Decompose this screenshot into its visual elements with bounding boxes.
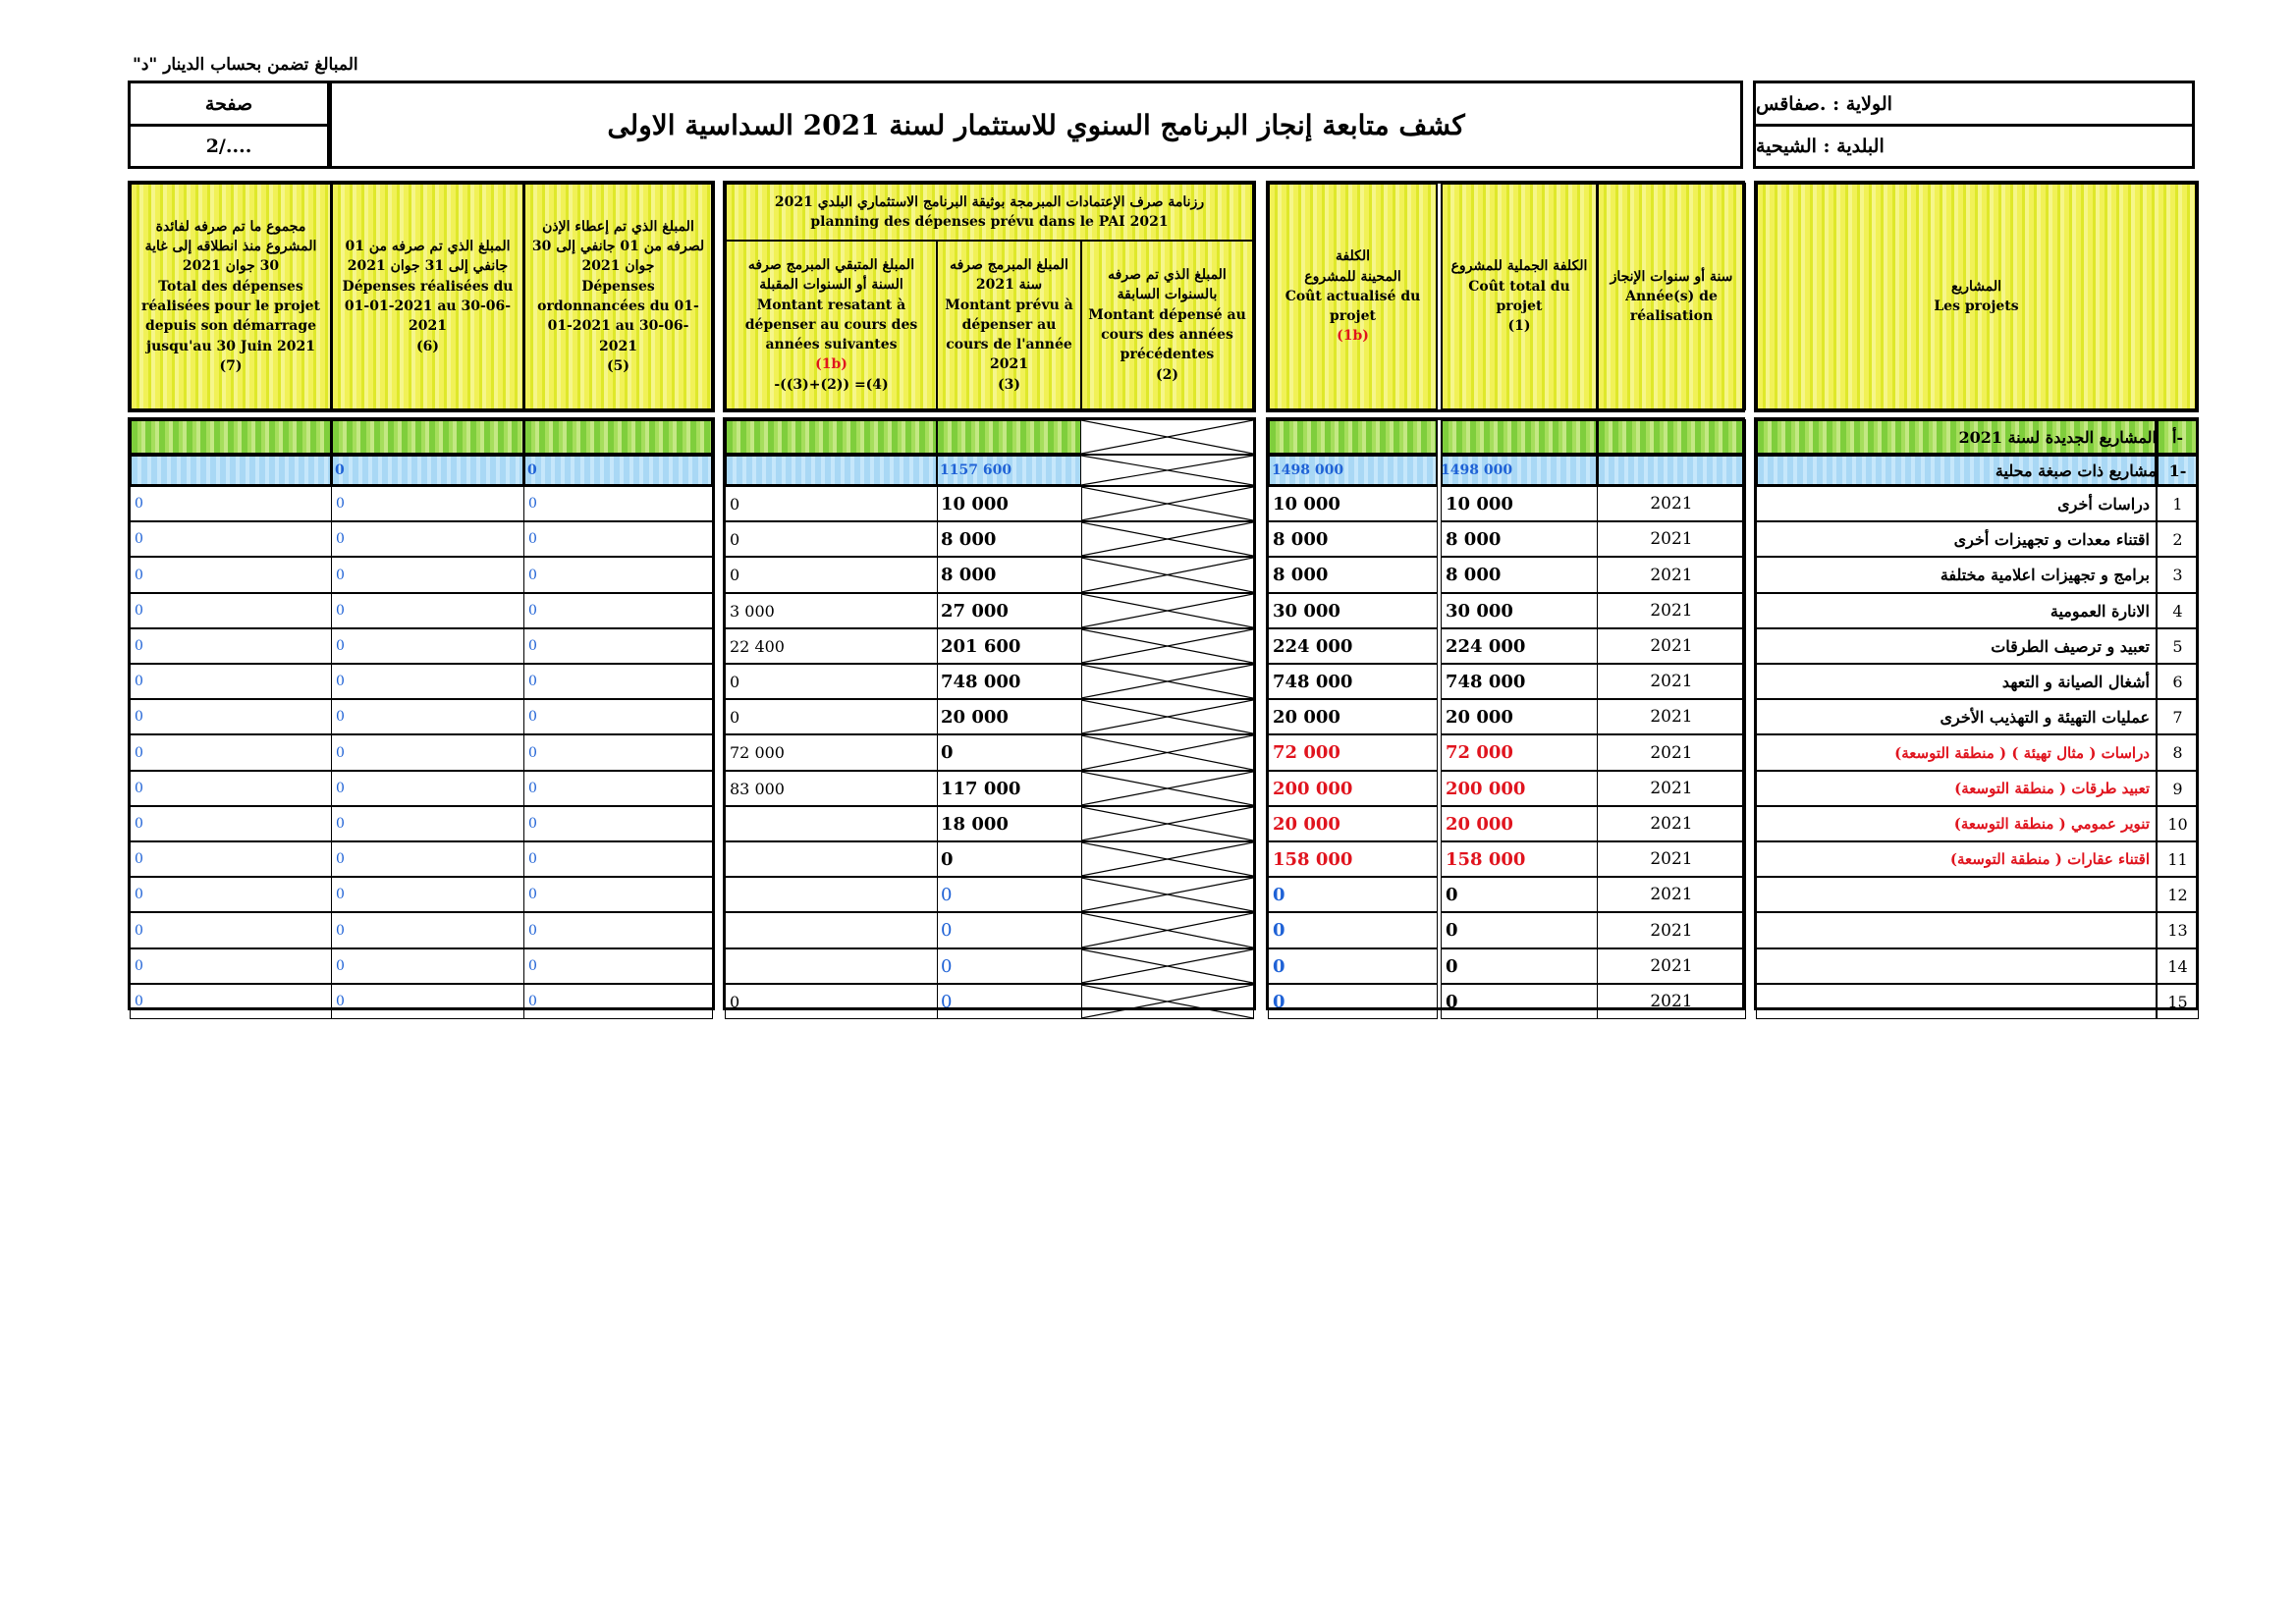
header-group-left <box>128 181 715 412</box>
row-index: 7 <box>2157 699 2199 734</box>
body-group-costs <box>1266 417 1745 1010</box>
header-updated-cost-ar2: المحينة للمشروع <box>1304 268 1401 285</box>
header-updated-cost-num: (1b) <box>1337 328 1369 345</box>
row-col3: 10 000 <box>936 486 1082 521</box>
header-group-right <box>1754 181 2199 412</box>
header-col3-fr: Montant prévu à dépenser au cours de l'année 2021 <box>945 297 1073 373</box>
body-group-planning <box>723 417 1256 1010</box>
row-year: 2021 <box>1597 521 1746 557</box>
row-col6: 0 <box>331 841 524 877</box>
row-col3: 201 600 <box>936 628 1082 664</box>
row-year: 2021 <box>1597 486 1746 521</box>
row-total-cost: 0 <box>1441 984 1598 1019</box>
row-col3: 27 000 <box>936 593 1082 628</box>
header-total-cost-ar: الكلفة الجملية للمشروع <box>1450 258 1588 275</box>
subsection-col6: 0 <box>335 462 345 478</box>
row-col3: 8 000 <box>936 557 1082 593</box>
row-year: 2021 <box>1597 699 1746 734</box>
row-updated-cost: 748 000 <box>1268 664 1438 699</box>
row-year: 2021 <box>1597 557 1746 593</box>
row-label: أشغال الصيانة و التعهد <box>1756 664 2157 699</box>
row-col6: 0 <box>331 593 524 628</box>
row-index: 14 <box>2157 948 2199 984</box>
row-year: 2021 <box>1597 734 1746 771</box>
row-index: 8 <box>2157 734 2199 771</box>
row-total-cost: 0 <box>1441 877 1598 912</box>
row-year: 2021 <box>1597 628 1746 664</box>
row-updated-cost: 0 <box>1268 984 1438 1019</box>
row-updated-cost: 20 000 <box>1268 699 1438 734</box>
row-col7: 0 <box>130 557 332 593</box>
row-col3: 0 <box>936 734 1082 771</box>
row-year: 2021 <box>1597 771 1746 806</box>
row-year: 2021 <box>1597 841 1746 877</box>
row-total-cost: 8 000 <box>1441 521 1598 557</box>
row-updated-cost: 200 000 <box>1268 771 1438 806</box>
header-total-cost-fr: Coût total du projet <box>1468 278 1570 314</box>
row-col7: 0 <box>130 664 332 699</box>
row-col7: 0 <box>130 912 332 948</box>
row-updated-cost: 8 000 <box>1268 521 1438 557</box>
row-index: 13 <box>2157 912 2199 948</box>
row-col3: 0 <box>936 841 1082 877</box>
row-col4: 3 000 <box>725 593 938 628</box>
row-col6: 0 <box>331 771 524 806</box>
row-col5: 0 <box>523 734 713 771</box>
header-col3-ar: المبلغ المبرمج صرفه سنة 2021 <box>950 256 1068 294</box>
row-col6: 0 <box>331 734 524 771</box>
subsection-total-cost: 1498 000 <box>1441 462 1513 478</box>
row-col3: 0 <box>936 912 1082 948</box>
row-total-cost: 158 000 <box>1441 841 1598 877</box>
header-year-ar: سنة أو سنوات الإنجاز <box>1610 268 1733 285</box>
row-col3: 0 <box>936 984 1082 1019</box>
row-col5: 0 <box>523 948 713 984</box>
row-label: دراسات ( مثال تهيئة ) ( منطقة التوسعة) <box>1756 734 2157 771</box>
subsection-col3: 1157 600 <box>940 462 1012 478</box>
header-col6-ar: المبلغ الذي تم صرفه من 01 جانفي إلى 31 جوان 2021 <box>345 239 511 275</box>
row-col4: 0 <box>725 557 938 593</box>
header-col4-formula-red: (1b) <box>815 356 847 373</box>
row-col6: 0 <box>331 912 524 948</box>
header-col5-num: (5) <box>607 357 629 374</box>
subsection-updated-cost: 1498 000 <box>1272 462 1344 478</box>
row-col5: 0 <box>523 771 713 806</box>
row-col6: 0 <box>331 486 524 521</box>
row-col5: 0 <box>523 557 713 593</box>
title-box <box>329 81 1743 169</box>
row-col7: 0 <box>130 806 332 841</box>
header-col7-fr: Total des dépenses réalisées pour le projet depuis son démarrage jusqu'au 30 Juin 2021 <box>140 278 321 354</box>
row-year: 2021 <box>1597 806 1746 841</box>
row-label: عمليات التهيئة و التهذيب الأخرى <box>1756 699 2157 734</box>
row-col6: 0 <box>331 521 524 557</box>
row-total-cost: 200 000 <box>1441 771 1598 806</box>
row-updated-cost: 10 000 <box>1268 486 1438 521</box>
row-col4: 0 <box>725 486 938 521</box>
row-updated-cost: 0 <box>1268 877 1438 912</box>
row-col5: 0 <box>523 486 713 521</box>
header-col5-fr: Dépenses ordonnancées du 01-01-2021 au 30-06-2021 <box>537 278 699 354</box>
row-col6: 0 <box>331 557 524 593</box>
row-index: 6 <box>2157 664 2199 699</box>
row-col3: 748 000 <box>936 664 1082 699</box>
row-index: 9 <box>2157 771 2199 806</box>
section-index: أ- <box>2171 427 2184 447</box>
row-updated-cost: 0 <box>1268 948 1438 984</box>
row-updated-cost: 20 000 <box>1268 806 1438 841</box>
row-col7: 0 <box>130 734 332 771</box>
row-col4: 0 <box>725 699 938 734</box>
row-col5: 0 <box>523 806 713 841</box>
row-index: 15 <box>2157 984 2199 1019</box>
row-col7: 0 <box>130 841 332 877</box>
header-planning-ar: رزنامة صرف الإعتمادات المبرمجة بوثيقة البرنامج الاستثماري البلدي 2021 <box>774 193 1205 210</box>
row-col6: 0 <box>331 699 524 734</box>
row-col6: 0 <box>331 628 524 664</box>
row-col3: 18 000 <box>936 806 1082 841</box>
row-year: 2021 <box>1597 593 1746 628</box>
header-group-planning <box>723 181 1256 412</box>
row-label: اقتناء عقارات ( منطقة التوسعة) <box>1756 841 2157 877</box>
row-updated-cost: 72 000 <box>1268 734 1438 771</box>
header-col6-fr: Dépenses réalisées du 01-01-2021 au 30-06-2021 <box>342 278 514 335</box>
wilaya-label: الولاية : .صفاقس <box>1756 83 2192 127</box>
row-index: 11 <box>2157 841 2199 877</box>
row-year: 2021 <box>1597 664 1746 699</box>
currency-note: المبالغ تضمن بحساب الدينار "د" <box>133 55 358 75</box>
row-col5: 0 <box>523 984 713 1019</box>
row-index: 2 <box>2157 521 2199 557</box>
header-planning-fr: planning des dépenses prévu dans le PAI 2021 <box>810 214 1169 230</box>
header-year-fr: Année(s) de réalisation <box>1625 288 1718 325</box>
row-year: 2021 <box>1597 877 1746 912</box>
header-col5-ar: المبلغ الذي تم إعطاء الإذن لصرفه من 01 جانفي إلى 30 جوان 2021 <box>531 218 705 275</box>
body-group-left <box>128 417 715 1010</box>
header-group-costs <box>1266 181 1745 412</box>
row-col7: 0 <box>130 948 332 984</box>
row-total-cost: 30 000 <box>1441 593 1598 628</box>
header-projects-ar: المشاريع <box>1950 278 2002 295</box>
row-total-cost: 224 000 <box>1441 628 1598 664</box>
row-label: تنوير عمومي ( منطقة التوسعة) <box>1756 806 2157 841</box>
row-updated-cost: 0 <box>1268 912 1438 948</box>
header-projects-fr: Les projets <box>1934 298 2019 314</box>
row-total-cost: 72 000 <box>1441 734 1598 771</box>
row-updated-cost: 8 000 <box>1268 557 1438 593</box>
row-col6: 0 <box>331 984 524 1019</box>
subsection-col5: 0 <box>527 462 537 478</box>
row-index: 12 <box>2157 877 2199 912</box>
header-updated-cost-fr: Coût actualisé du projet <box>1285 288 1421 325</box>
row-index: 10 <box>2157 806 2199 841</box>
row-index: 1 <box>2157 486 2199 521</box>
row-total-cost: 10 000 <box>1441 486 1598 521</box>
header-total-cost-num: (1) <box>1507 318 1531 335</box>
row-col6: 0 <box>331 806 524 841</box>
row-total-cost: 748 000 <box>1441 664 1598 699</box>
row-total-cost: 0 <box>1441 912 1598 948</box>
row-col3: 0 <box>936 948 1082 984</box>
page-box <box>128 81 330 169</box>
header-col7-ar: مجموع ما تم صرفه لفائدة المشروع منذ انطلاقه إلى غاية 30 جوان 2021 <box>144 218 317 275</box>
row-col3: 117 000 <box>936 771 1082 806</box>
row-year: 2021 <box>1597 912 1746 948</box>
row-updated-cost: 224 000 <box>1268 628 1438 664</box>
location-box <box>1753 81 2195 169</box>
row-col4: 0 <box>725 984 938 1019</box>
header-col2-fr: Montant dépensé au cours des années précédentes <box>1088 306 1246 363</box>
header-col3-num: (3) <box>998 376 1020 393</box>
row-col4: 0 <box>725 664 938 699</box>
row-updated-cost: 158 000 <box>1268 841 1438 877</box>
row-total-cost: 20 000 <box>1441 699 1598 734</box>
page-number: 2/.... <box>205 135 252 157</box>
row-label: الانارة العمومية <box>1756 593 2157 628</box>
row-col7: 0 <box>130 521 332 557</box>
row-col7: 0 <box>130 593 332 628</box>
row-col6: 0 <box>331 664 524 699</box>
header-col4-formula-rest: -((3)+(2)) =(4) <box>774 376 889 393</box>
row-col5: 0 <box>523 841 713 877</box>
row-col4: 0 <box>725 521 938 557</box>
row-updated-cost: 30 000 <box>1268 593 1438 628</box>
row-col5: 0 <box>523 593 713 628</box>
row-col7: 0 <box>130 984 332 1019</box>
subsection-label: مشاريع ذات صبغة محلية <box>1995 460 2157 480</box>
row-col5: 0 <box>523 664 713 699</box>
header-col4-fr: Montant resatant à dépenser au cours des années suivantes <box>744 297 918 353</box>
row-col5: 0 <box>523 877 713 912</box>
header-updated-cost-ar1: الكلفة <box>1335 248 1371 265</box>
row-col4: 22 400 <box>725 628 938 664</box>
row-col7: 0 <box>130 628 332 664</box>
row-col5: 0 <box>523 912 713 948</box>
page-label: صفحة <box>131 83 327 127</box>
body-group-right <box>1754 417 2199 1010</box>
row-label: برامج و تجهيزات اعلامية مختلفة <box>1756 557 2157 593</box>
row-col7: 0 <box>130 486 332 521</box>
row-index: 5 <box>2157 628 2199 664</box>
page-title: كشف متابعة إنجاز البرنامج السنوي للاستثمار لسنة 2021 السداسية الاولى <box>607 108 1465 141</box>
row-col3: 8 000 <box>936 521 1082 557</box>
header-col2-ar: المبلغ الذي تم صرفه بالسنوات السابقة <box>1108 267 1227 303</box>
header-col2-num: (2) <box>1156 366 1178 383</box>
row-label: اقتناء معدات و تجهيزات أخرى <box>1756 521 2157 557</box>
row-col6: 0 <box>331 877 524 912</box>
row-col5: 0 <box>523 628 713 664</box>
row-index: 4 <box>2157 593 2199 628</box>
row-label: دراسات أخرى <box>1756 486 2157 521</box>
row-year: 2021 <box>1597 948 1746 984</box>
row-col7: 0 <box>130 771 332 806</box>
row-year: 2021 <box>1597 984 1746 1019</box>
row-col3: 0 <box>936 877 1082 912</box>
row-col7: 0 <box>130 877 332 912</box>
row-col4: 83 000 <box>725 771 938 806</box>
row-col7: 0 <box>130 699 332 734</box>
header-col7-num: (7) <box>219 357 243 374</box>
row-total-cost: 20 000 <box>1441 806 1598 841</box>
row-total-cost: 8 000 <box>1441 557 1598 593</box>
row-col4: 72 000 <box>725 734 938 771</box>
section-label: المشاريع الجديدة لسنة 2021 <box>1958 427 2157 447</box>
row-label: تعبيد و ترصيف الطرقات <box>1756 628 2157 664</box>
row-col3: 20 000 <box>936 699 1082 734</box>
subsection-index: 1- <box>2168 460 2187 480</box>
baladia-label: البلدية : الشيحية <box>1756 135 1885 157</box>
header-col4-ar: المبلغ المتبقي المبرمج صرفه السنة أو السنوات المقبلة <box>747 256 915 294</box>
row-col6: 0 <box>331 948 524 984</box>
row-col5: 0 <box>523 521 713 557</box>
row-total-cost: 0 <box>1441 948 1598 984</box>
row-index: 3 <box>2157 557 2199 593</box>
row-col5: 0 <box>523 699 713 734</box>
row-label: تعبيد طرقات ( منطقة التوسعة) <box>1756 771 2157 806</box>
header-col6-num: (6) <box>416 338 439 354</box>
